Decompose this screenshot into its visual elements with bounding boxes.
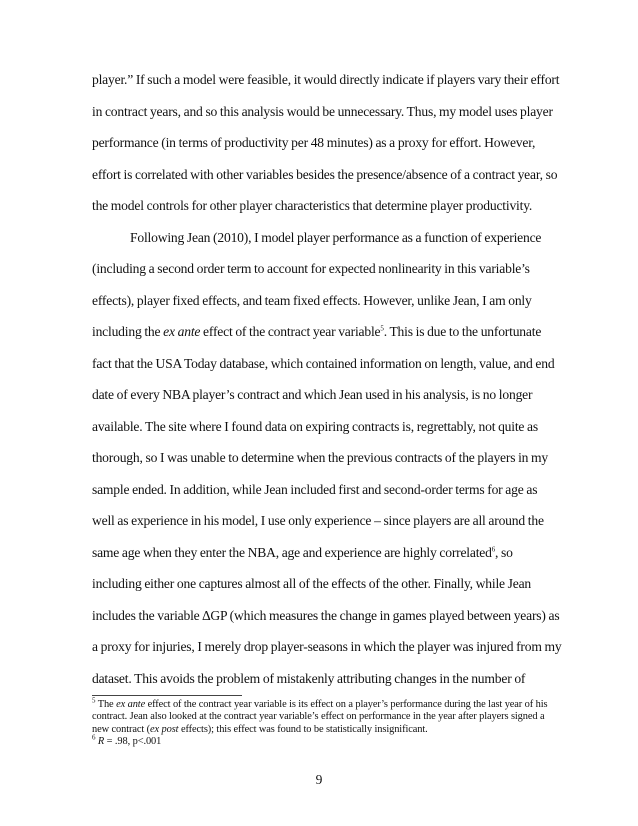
ex-ante-term: ex ante <box>163 324 201 339</box>
paragraph-2-part-2: effect of the contract year variable <box>200 324 381 339</box>
body-text <box>92 64 562 694</box>
footnote-5-tail: effects); this effect was found to be statistically insignificant. <box>178 723 428 735</box>
footnote-5-mark: 5 <box>92 696 96 705</box>
footnote-divider <box>92 695 242 696</box>
footnote-5-ex-ante: ex ante <box>116 699 146 710</box>
footnote-6-reference: 6 <box>491 544 496 553</box>
paragraph-2-part-4: , so including either one captures almost all of the effects of the other. Finally, while Jean includes the variable ∆GP (which measures the change in games played between years) as a proxy for injuries, I merely drop player-seasons in which the player was injured from my dataset. This avoids the problem of mistakenly attributing changes in the number of <box>92 544 562 686</box>
footnote-6-rest: = .98, p<.001 <box>104 736 162 748</box>
footnote-5-lead: The <box>95 699 117 710</box>
footnote-6 <box>92 733 562 748</box>
footnote-6-mark: 6 <box>92 733 96 742</box>
footnotes <box>92 696 562 749</box>
footnote-6-r: R <box>95 736 105 748</box>
paragraph-2 <box>92 222 562 695</box>
paragraph-1-text: player.” If such a model were feasible, it would directly indicate if players vary their effort in contract years, and so this analysis would be unnecessary. Thus, my model uses player performance (in terms of productivity per 48 minutes) as a proxy for effort. However, effort is correlated with other variables besides the presence/absence of a contract year, so the model controls for other player characteristics that determine player productivity. <box>92 72 560 213</box>
footnote-5-reference: 5 <box>380 324 384 333</box>
paragraph-1 <box>92 64 562 222</box>
footnote-5 <box>92 696 562 736</box>
paragraph-2-part-1: Following Jean (2010), I model player performance as a function of experience (including a second order term to account for expected nonlinearity in this variable’s effects), player fixed effects, and team fixed effects. However, unlike Jean, I am only including the <box>92 229 542 339</box>
page-number: 9 <box>315 772 323 787</box>
footnote-5-middle: effect of the contract year variable is its effect on a player’s performance during the last year of his contract. Jean also looked at the contract year variable’s effect on performance in the year after players signed a new contract ( <box>92 699 548 735</box>
paragraph-2-part-3: . This is due to the unfortunate fact that the USA Today database, which contained information on length, value, and end date of every NBA player’s contract and which Jean used in his analysis, is no longer available. The site where I found data on expiring contracts is, regrettably, not quite as thorough, so I was unable to determine when the previous contracts of the players in my sample ended. In addition, while Jean included first and second-order terms for age as well as experience in his model, I use only experience – since players are all around the same age when they enter the NBA, age and experience are highly correlated <box>92 324 555 560</box>
footnote-5-ex-post: ex post <box>150 723 179 735</box>
